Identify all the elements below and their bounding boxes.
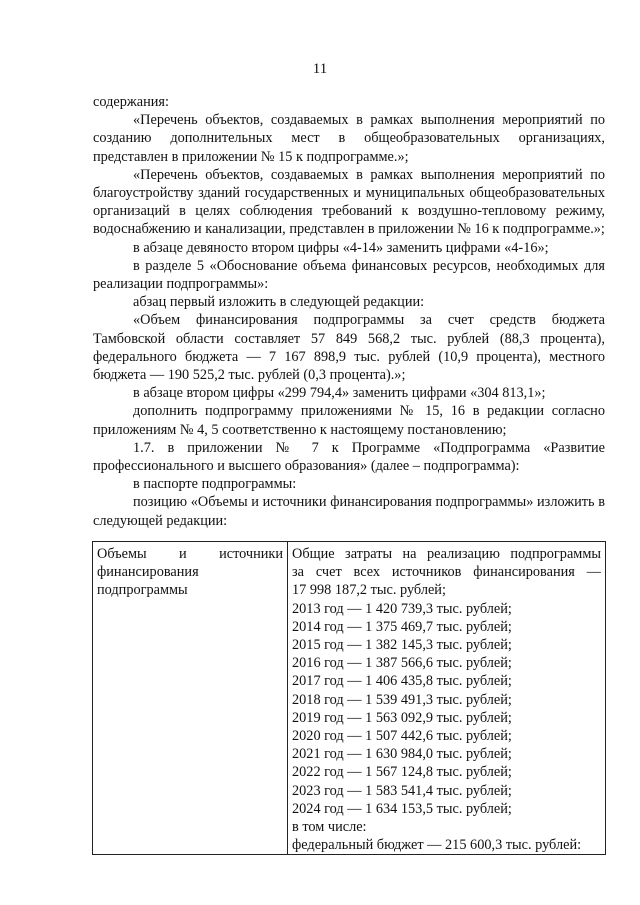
value-line: за счет всех источников финансирования —	[292, 564, 601, 581]
value-line: 2019 год — 1 563 092,9 тыс. рублей;	[292, 709, 512, 726]
paragraph-9: дополнить подпрограмму приложениями № 15, 16 в редакции согласно приложениям № 4, 5 соответственно к настоящему постановлению;	[93, 403, 605, 438]
paragraph-4: в абзаце девяносто втором цифры «4-14» заменить цифрами «4-16»;	[133, 239, 549, 256]
paragraph-5: в разделе 5 «Обоснование объема финансовых ресурсов, необходимых для реализации подпрограммы»:	[93, 257, 605, 293]
table-label-cell	[93, 542, 288, 855]
paragraph-8: в абзаце втором цифры «299 794,4» заменить цифрами «304 813,1»;	[133, 385, 546, 402]
value-line: Общие затраты на реализацию подпрограммы	[292, 546, 601, 562]
value-line: 2018 год — 1 539 491,3 тыс. рублей;	[292, 691, 512, 708]
paragraph-7: «Объем финансирования подпрограммы за счет средств бюджета Тамбовской области составляет 57 849 568,2 тыс. рублей (88,3 процента), федерального бюджета — 7 167 898,9 тыс. рублей (10,9 процента), местного бюджета — 190 525,2 тыс. рублей (0,3 процента).»;	[93, 312, 605, 384]
table-value-cell	[288, 542, 606, 855]
paragraph-11: в паспорте подпрограммы:	[133, 476, 297, 493]
paragraph-1: содержания:	[93, 94, 169, 110]
value-line: 2022 год — 1 567 124,8 тыс. рублей;	[292, 764, 512, 781]
paragraph-10: 1.7. в приложении № 7 к Программе «Подпрограмма «Развитие профессионального и высшего образования» (далее – подпрограмма):	[93, 439, 605, 475]
value-line: 2015 год — 1 382 145,3 тыс. рублей;	[292, 637, 512, 654]
value-line: 2016 год — 1 387 566,6 тыс. рублей;	[292, 655, 512, 672]
page-number: 11	[312, 61, 328, 77]
paragraph-3: «Перечень объектов, создаваемых в рамках выполнения мероприятий по благоустройству зданий государственных и муниципальных общеобразовательных организаций в целях соблюдения требований к воздушно-тепловому режиму, водоснабжению и канализации, представлен в приложении № 16 к подпрограмме.»;	[93, 166, 605, 238]
value-line: 2014 год — 1 375 469,7 тыс. рублей;	[292, 618, 512, 635]
value-line: 2017 год — 1 406 435,8 тыс. рублей;	[292, 673, 512, 690]
value-line: 2023 год — 1 583 541,4 тыс. рублей;	[292, 782, 512, 799]
paragraph-12: позицию «Объемы и источники финансирования подпрограммы» изложить в следующей редакции:	[93, 494, 605, 529]
value-line: в том числе:	[292, 819, 367, 836]
value-line: федеральный бюджет — 215 600,3 тыс. рублей:	[292, 837, 582, 854]
table-row	[93, 542, 606, 855]
financing-table	[92, 541, 606, 855]
value-line: 2020 год — 1 507 442,6 тыс. рублей;	[292, 728, 512, 745]
label-line: финансирования	[97, 564, 199, 581]
body-text	[93, 93, 605, 530]
value-line: 2021 год — 1 630 984,0 тыс. рублей;	[292, 746, 512, 763]
paragraph-2: «Перечень объектов, создаваемых в рамках выполнения мероприятий по созданию дополнительных мест в общеобразовательных организациях, представлен в приложении № 15 к подпрограмме.»;	[93, 112, 605, 165]
label-line: Объемы и источники	[97, 546, 283, 562]
value-line: 2013 год — 1 420 739,3 тыс. рублей;	[292, 600, 512, 617]
label-line: подпрограммы	[97, 582, 188, 599]
paragraph-6: абзац первый изложить в следующей редакции:	[133, 294, 425, 311]
value-line: 17 998 187,2 тыс. рублей;	[292, 582, 446, 599]
value-line: 2024 год — 1 634 153,5 тыс. рублей;	[292, 800, 512, 817]
